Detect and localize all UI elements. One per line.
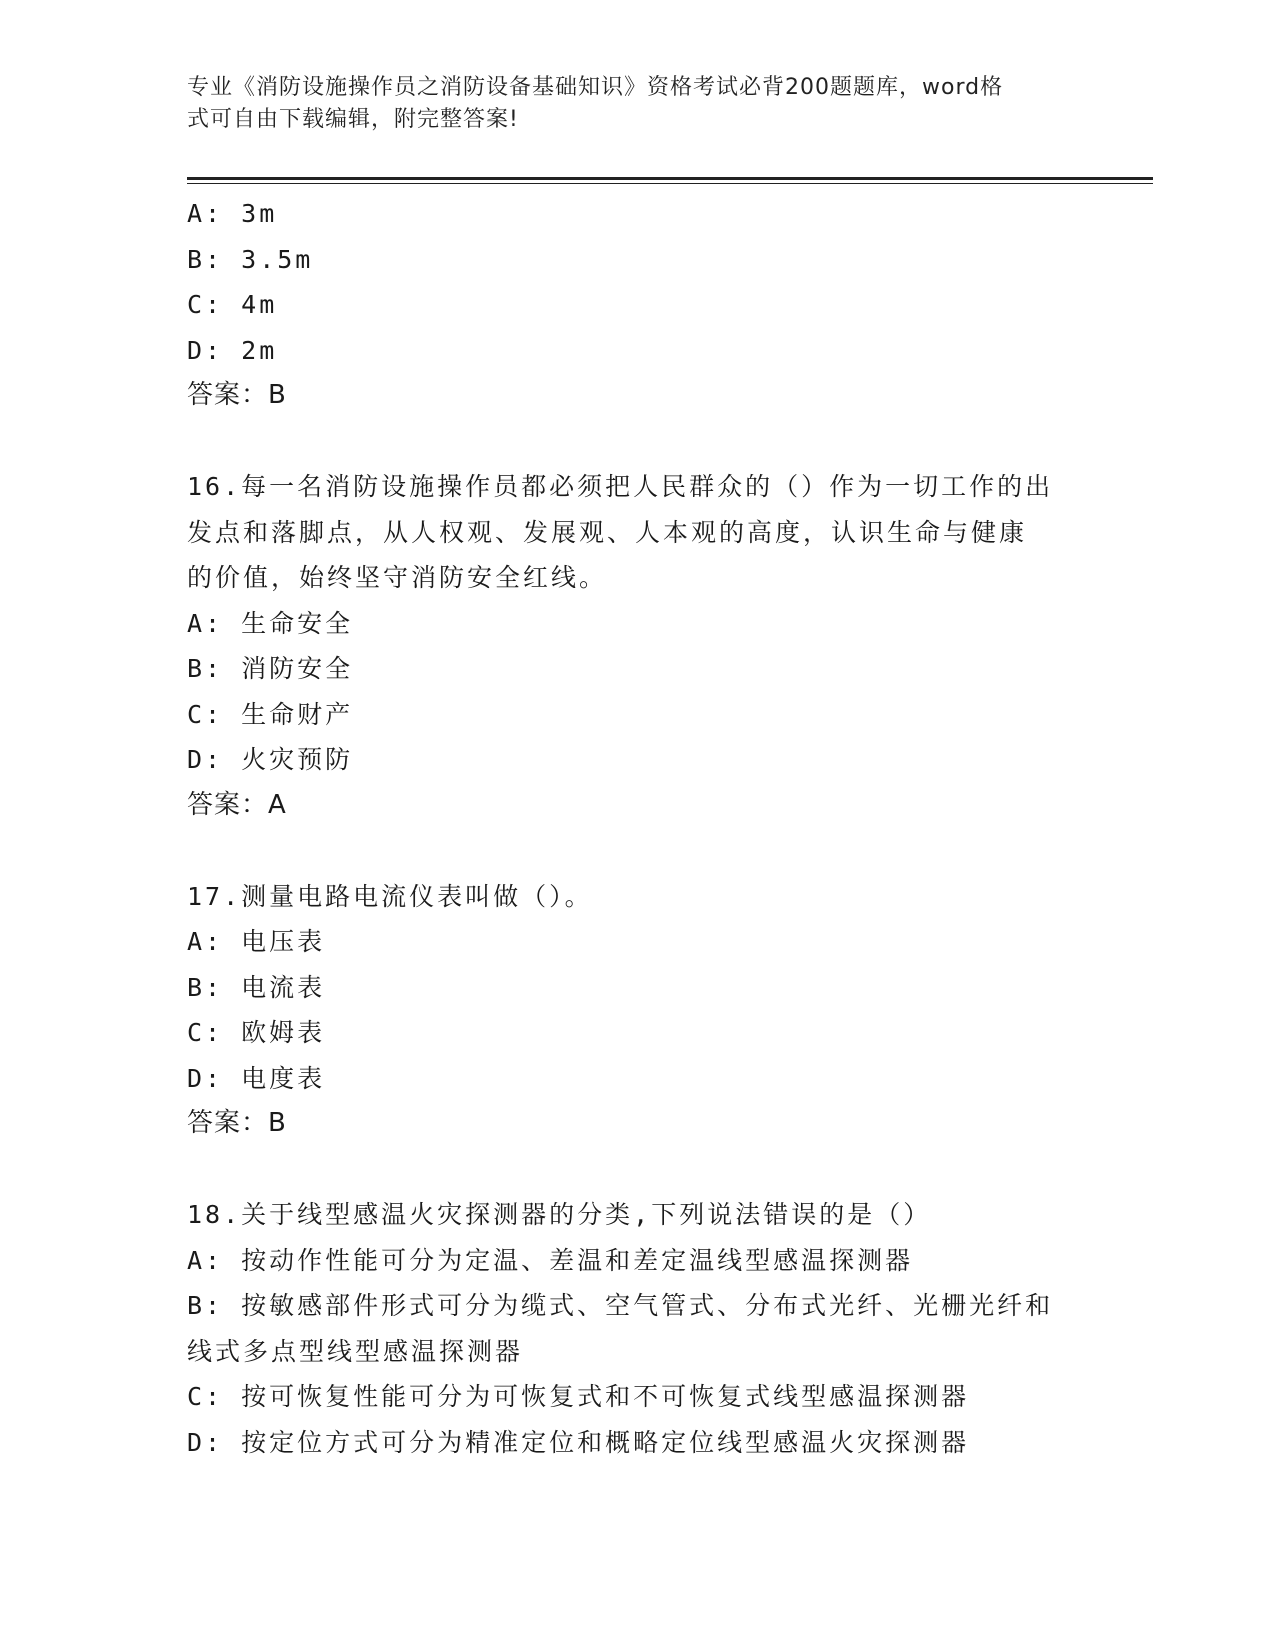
option-a: A: 电压表	[187, 927, 326, 956]
option-b: B: 按敏感部件形式可分为缆式、空气管式、分布式光纤、光栅光纤和	[187, 1291, 1054, 1320]
header-line-2: 式可自由下载编辑，附完整答案!	[187, 107, 519, 132]
header-divider-thick	[187, 177, 1153, 180]
question-list	[187, 191, 1087, 1465]
header-line-1: 专业《消防设施操作员之消防设备基础知识》资格考试必背200题题库，word格	[187, 75, 1004, 100]
option-c: C: 生命财产	[187, 699, 354, 729]
question-17	[187, 874, 1087, 1147]
question-stem: 发点和落脚点，从人权观、发展观、人本观的高度，认识生命与健康	[187, 517, 1028, 547]
option-b: B: 3.5m	[187, 244, 314, 274]
question-stem: 17.测量电路电流仪表叫做（）。	[187, 881, 593, 911]
answer-line: 答案：A	[187, 789, 287, 820]
option-d: D: 电度表	[187, 1063, 326, 1093]
question-stem: 18.关于线型感温火灾探测器的分类,下列说法错误的是（）	[187, 1200, 932, 1229]
option-b-continued: 线式多点型线型感温探测器	[187, 1336, 524, 1366]
spacer	[187, 1147, 1087, 1193]
question-18	[187, 1192, 1087, 1465]
option-d: D: 按定位方式可分为精准定位和概略定位线型感温火灾探测器	[187, 1427, 970, 1457]
spacer	[187, 828, 1087, 874]
spacer	[187, 419, 1087, 465]
question-16	[187, 464, 1087, 828]
question-15	[187, 191, 1087, 419]
option-c: C: 4m	[187, 290, 278, 319]
option-b: B: 消防安全	[187, 654, 354, 683]
option-c: C: 欧姆表	[187, 1018, 326, 1047]
document-header	[187, 72, 1067, 136]
option-d: D: 火灾预防	[187, 745, 354, 774]
option-c: C: 按可恢复性能可分为可恢复式和不可恢复式线型感温探测器	[187, 1382, 970, 1411]
question-stem: 的价值，始终坚守消防安全红线。	[187, 563, 608, 592]
option-a: A: 生命安全	[187, 608, 354, 638]
question-stem: 16.每一名消防设施操作员都必须把人民群众的（）作为一切工作的出	[187, 472, 1054, 501]
option-a: A: 3m	[187, 199, 278, 228]
answer-line: 答案：B	[187, 1108, 287, 1138]
option-b: B: 电流表	[187, 972, 326, 1002]
option-a: A: 按动作性能可分为定温、差温和差定温线型感温探测器	[187, 1245, 914, 1275]
option-d: D: 2m	[187, 335, 278, 365]
answer-line: 答案：B	[187, 380, 287, 410]
header-divider-thin	[187, 183, 1153, 184]
